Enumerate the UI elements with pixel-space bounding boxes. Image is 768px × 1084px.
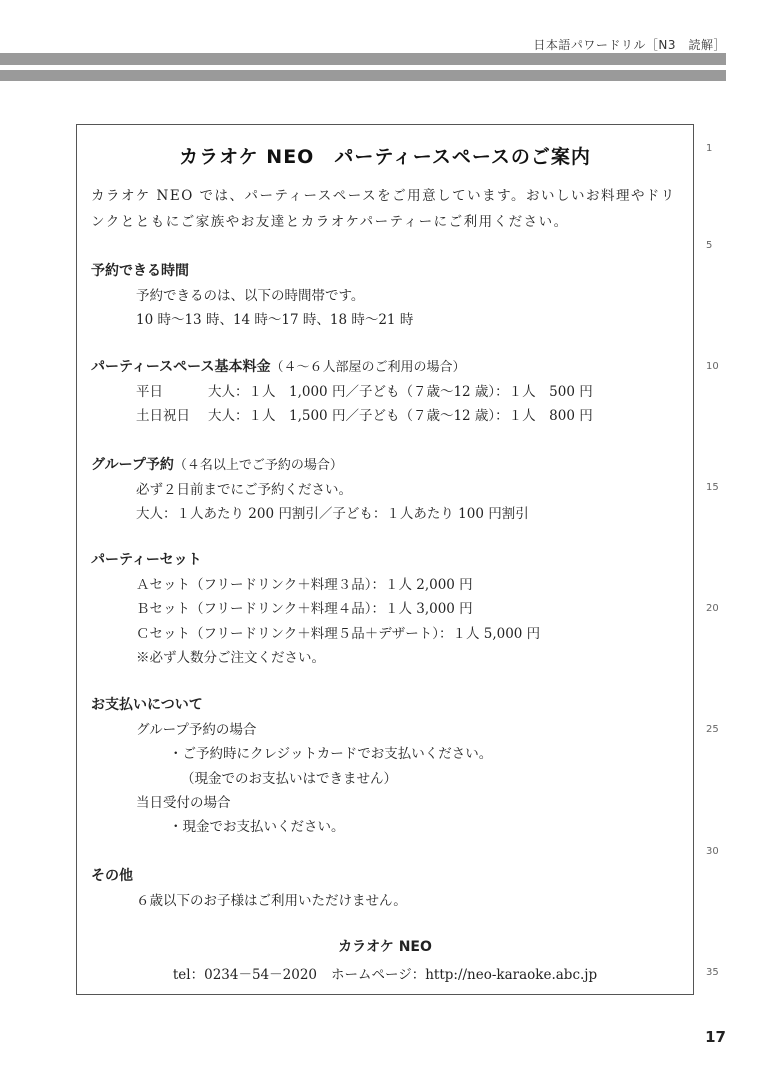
section-group-reservation [91,453,683,527]
footer-tel: tel：0234－54－2020 [172,967,317,983]
fee-row-text: 大人：１人 1,500 円／子ども（７歳〜12 歳）：１人 800 円 [208,408,593,425]
section-title: 予約できる時間 [91,263,189,279]
section-title [91,453,683,478]
text-line: 必ず２日前までにご予約ください。 [136,482,352,498]
section-reservation-hours [91,259,683,333]
text-line: グループ予約の場合 [136,722,257,738]
text-line: 10 時〜13 時、14 時〜17 時、18 時〜21 時 [136,312,414,329]
fee-row-label: 平日 [136,384,163,400]
section-note: （４名以上でご予約の場合） [173,458,343,473]
section-title: パーティーセット [91,552,202,568]
line-number: 5 [706,240,713,251]
notice-box [76,124,694,995]
section-title-text: パーティースペース基本料金 [91,359,271,375]
notice-title: カラオケ NEO パーティースペースのご案内 [179,146,591,168]
footer-store-name: カラオケ NEO [338,939,432,955]
line-number: 30 [706,846,719,857]
fee-row [91,380,683,404]
text-line: ６歳以下のお子様はご利用いただけません。 [136,893,407,909]
text-line: 当日受付の場合 [136,794,231,811]
section-title-text: グループ予約 [91,457,174,473]
section-note: （４〜６人部屋のご利用の場合） [270,360,466,375]
text-line: （現金でのお支払いはできません） [181,770,397,787]
text-line: 予約できるのは、以下の時間帯です。 [136,288,365,304]
text-line: 大人：１人あたり 200 円割引／子ども：１人あたり 100 円割引 [136,506,529,523]
line-number: 25 [706,724,719,735]
section-other [91,864,683,913]
fee-row [91,404,683,428]
section-payment [91,693,683,839]
page-number: 17 [705,1028,726,1046]
section-title [91,355,683,380]
line-number: 35 [706,967,719,978]
fee-row-text: 大人：１人 1,000 円／子ども（７歳〜12 歳）：１人 500 円 [208,384,593,400]
line-number: 10 [706,361,719,372]
section-party-set [91,548,683,670]
text-line: ・現金でお支払いください。 [169,819,345,836]
line-number: 1 [706,143,713,154]
header-stripe-bottom [0,70,726,81]
footer-contact [77,963,693,983]
intro-paragraph: カラオケ NEO では、パーティースペースをご用意しています。おいしいお料理やドリンクとともにご家族やお友達とカラオケパーティーにご利用ください。 [91,188,676,230]
book-title: 日本語パワードリル［N3 読解］ [533,38,726,52]
line-number: 20 [706,603,719,614]
section-title: その他 [91,868,133,884]
text-line: ※必ず人数分ご注文ください。 [136,649,325,666]
text-line: ・ご予約時にクレジットカードでお支払いください。 [169,746,493,763]
line-number: 15 [706,482,719,493]
header-stripe-top [0,53,726,65]
text-line: Ｃセット（フリードリンク＋料理５品＋デザート）：１人 5,000 円 [136,625,541,642]
section-base-fee [91,355,683,429]
text-line: Ｂセット（フリードリンク＋料理４品）：１人 3,000 円 [136,601,473,618]
section-title: お支払いについて [91,697,203,713]
fee-row-label: 土日祝日 [136,408,190,425]
text-line: Ａセット（フリードリンク＋料理３品）：１人 2,000 円 [136,577,473,593]
footer-homepage: ホームページ：http://neo-karaoke.abc.jp [331,967,598,983]
